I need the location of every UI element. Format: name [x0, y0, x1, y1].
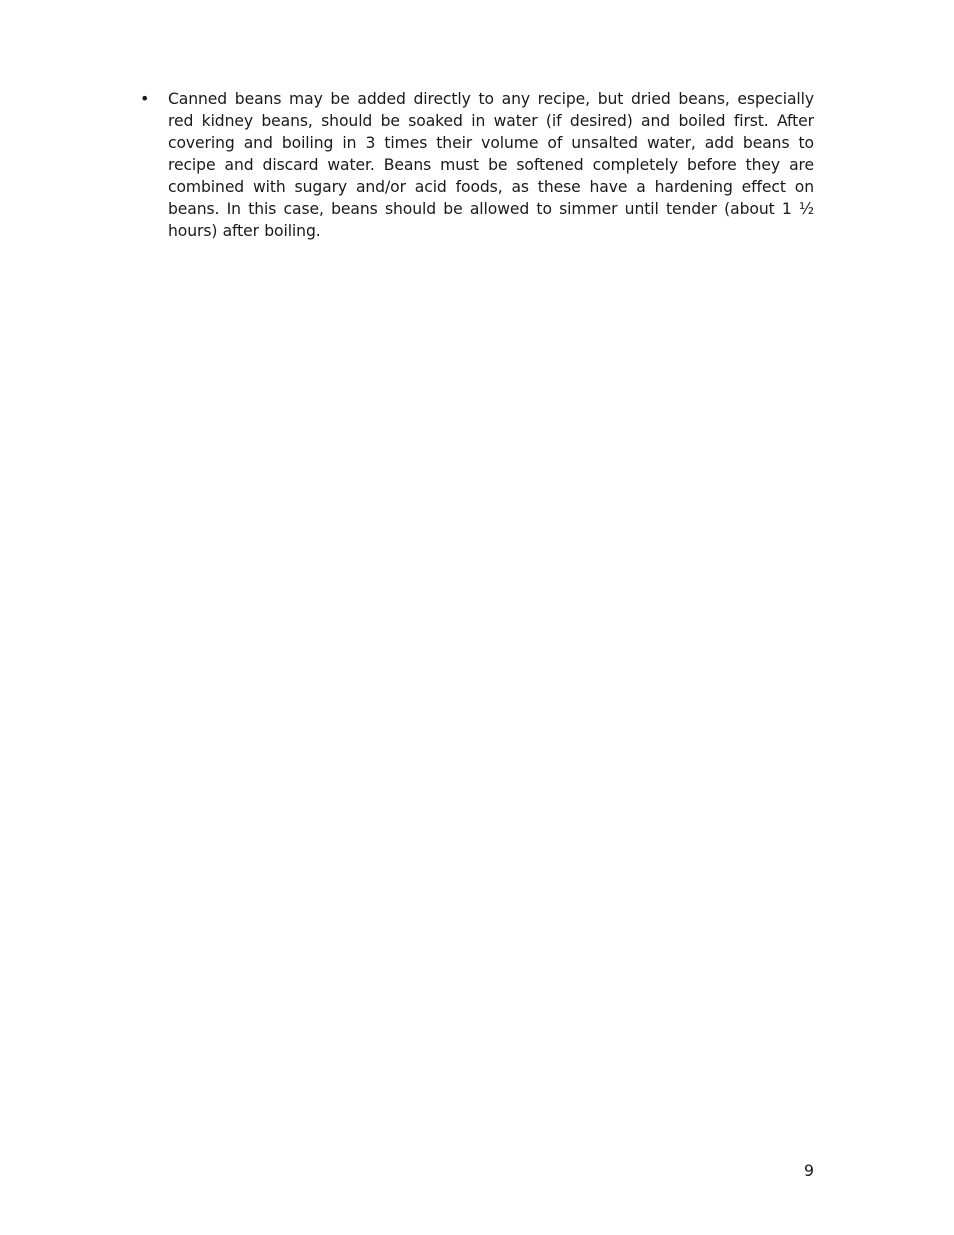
bullet-text: Canned beans may be added directly to any recipe, but dried beans, especially red kidney beans, should be soaked in water (if desired) and boiled first. After covering and boiling in 3 times their volume of unsalted water, add beans to recipe and discard water. Beans must be softened completely before they are combined with sugary and/or acid foods, as these have a hardening effect on beans. In this case, beans should be allowed to simmer until tender (about 1 ½ hours) after boiling.	[168, 90, 814, 240]
bullet-list	[140, 88, 814, 242]
bullet-icon: •	[140, 89, 150, 108]
page-number: 9	[803, 1161, 814, 1180]
list-item	[140, 88, 814, 242]
